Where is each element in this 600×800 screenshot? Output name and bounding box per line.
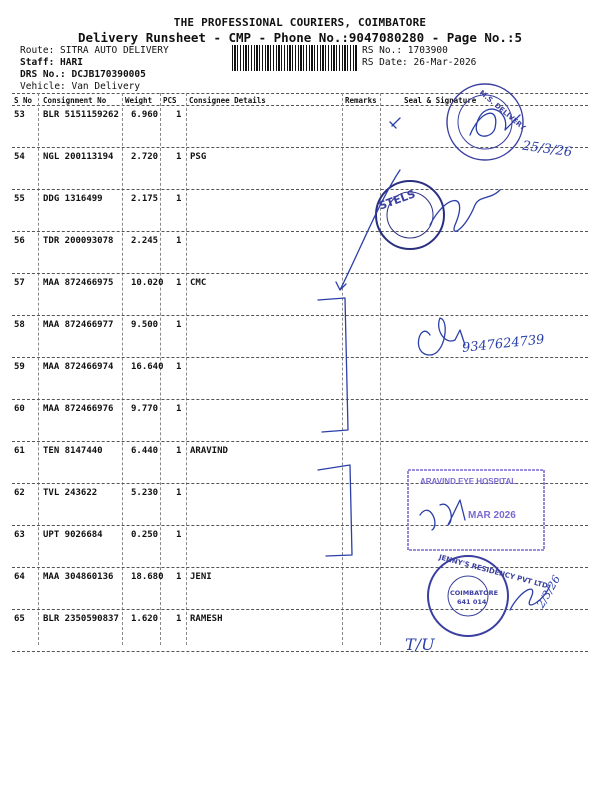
row-consignment-no: BLR 2350590837 <box>43 614 119 624</box>
row-sno: 59 <box>14 362 25 372</box>
staff-label: Staff: HARI <box>20 57 83 68</box>
row-sno: 58 <box>14 320 25 330</box>
row-weight: 10.020 <box>131 278 164 288</box>
table-row <box>12 400 588 442</box>
row-consignment-no: TDR 200093078 <box>43 236 114 246</box>
row-consignment-no: NGL 200113194 <box>43 152 114 162</box>
row-consignment-no: TVL 243622 <box>43 488 98 498</box>
row-pcs: 1 <box>176 236 182 246</box>
table-row <box>12 484 588 526</box>
row-consignment-no: MAA 872466975 <box>43 278 114 288</box>
row-pcs: 1 <box>176 488 182 498</box>
row-pcs: 1 <box>176 362 182 372</box>
row-consignment-no: MAA 872466976 <box>43 404 114 414</box>
table-row <box>12 610 588 652</box>
row-weight: 2.245 <box>131 236 159 246</box>
phone-note: 9347624739 <box>461 332 546 356</box>
row-consignment-no: MAA 304860136 <box>43 572 114 582</box>
col-header-pcs: PCS <box>163 96 177 105</box>
row-consignee: CMC <box>190 278 207 288</box>
table-row <box>12 442 588 484</box>
seal2-text: STELS <box>377 187 418 213</box>
table-row <box>12 316 588 358</box>
runsheet-title: Delivery Runsheet - CMP - Phone No.:9047080280 - Page No.:5 <box>77 30 522 45</box>
row-sno: 62 <box>14 488 25 498</box>
row-sno: 64 <box>14 572 25 582</box>
col-header-weight: Weight <box>125 96 153 105</box>
row-divider <box>12 651 588 652</box>
seal3-city: COIMBATORE <box>450 589 499 597</box>
row-sno: 57 <box>14 278 25 288</box>
header-top-rule <box>12 93 588 94</box>
table-row <box>12 274 588 316</box>
row-sno: 61 <box>14 446 25 456</box>
row-consignee: PSG <box>190 152 207 162</box>
drs-label: DRS No.: DCJB170390005 <box>20 69 146 80</box>
row-weight: 2.175 <box>131 194 159 204</box>
row-pcs: 1 <box>176 320 182 330</box>
row-consignee: ARAVIND <box>190 446 228 456</box>
row-weight: 2.720 <box>131 152 159 162</box>
date-note-2: 2/3/26 <box>534 573 564 611</box>
row-consignment-no: BLR 5151159262 <box>43 110 119 120</box>
row-consignee: JENI <box>190 572 212 582</box>
seal3-pin: 641 014 <box>457 598 487 606</box>
table-row <box>12 148 588 190</box>
row-weight: 18.680 <box>131 572 164 582</box>
row-sno: 53 <box>14 110 25 120</box>
row-pcs: 1 <box>176 572 182 582</box>
table-row <box>12 190 588 232</box>
row-consignment-no: TEN 8147440 <box>43 446 103 456</box>
row-weight: 6.960 <box>131 110 159 120</box>
table-row <box>12 568 588 610</box>
row-sno: 55 <box>14 194 25 204</box>
seal1-text: M.S. DELIVERY <box>477 88 528 133</box>
rs-date: RS Date: 26-Mar-2026 <box>362 57 477 68</box>
row-weight: 5.230 <box>131 488 159 498</box>
stamp-name: ARAVIND EYE HOSPITAL <box>420 477 517 486</box>
row-weight: 6.440 <box>131 446 159 456</box>
row-pcs: 1 <box>176 404 182 414</box>
row-pcs: 1 <box>176 446 182 456</box>
row-consignee: RAMESH <box>190 614 223 624</box>
date-note-1: 25/3/26 <box>521 138 574 161</box>
col-header-consignee: Consignee Details <box>189 96 266 105</box>
row-sno: 54 <box>14 152 25 162</box>
table-row <box>12 358 588 400</box>
row-consignment-no: UPT 9026684 <box>43 530 103 540</box>
initials-65: T/U <box>405 635 435 654</box>
seal3-top: JENNY'S RESIDENCY PVT LTD <box>438 553 549 591</box>
col-header-consignment: Consignment No <box>43 96 107 105</box>
stamp-date: MAR 2026 <box>468 510 516 521</box>
row-sno: 65 <box>14 614 25 624</box>
col-header-seal: Seal & Signature <box>404 96 477 105</box>
row-pcs: 1 <box>176 278 182 288</box>
table-row <box>12 106 588 148</box>
row-consignment-no: MAA 872466974 <box>43 362 114 372</box>
row-pcs: 1 <box>176 614 182 624</box>
row-sno: 63 <box>14 530 25 540</box>
col-header-remarks: Remarks <box>345 96 377 105</box>
company-title: THE PROFESSIONAL COURIERS, COIMBATORE <box>173 16 427 29</box>
row-consignment-no: DDG 1316499 <box>43 194 103 204</box>
row-pcs: 1 <box>176 194 182 204</box>
row-sno: 60 <box>14 404 25 414</box>
row-weight: 9.500 <box>131 320 159 330</box>
table-row <box>12 232 588 274</box>
row-weight: 9.770 <box>131 404 159 414</box>
row-consignment-no: MAA 872466977 <box>43 320 114 330</box>
row-pcs: 1 <box>176 152 182 162</box>
row-pcs: 1 <box>176 110 182 120</box>
barcode <box>232 45 358 71</box>
row-weight: 0.250 <box>131 530 159 540</box>
row-weight: 16.640 <box>131 362 164 372</box>
row-pcs: 1 <box>176 530 182 540</box>
rs-number: RS No.: 1703900 <box>362 45 448 56</box>
col-header-sno: S No <box>14 96 33 105</box>
vehicle-label: Vehicle: Van Delivery <box>20 81 141 92</box>
row-weight: 1.620 <box>131 614 159 624</box>
route-label: Route: SITRA AUTO DELIVERY <box>20 45 169 56</box>
row-sno: 56 <box>14 236 25 246</box>
table-row <box>12 526 588 568</box>
